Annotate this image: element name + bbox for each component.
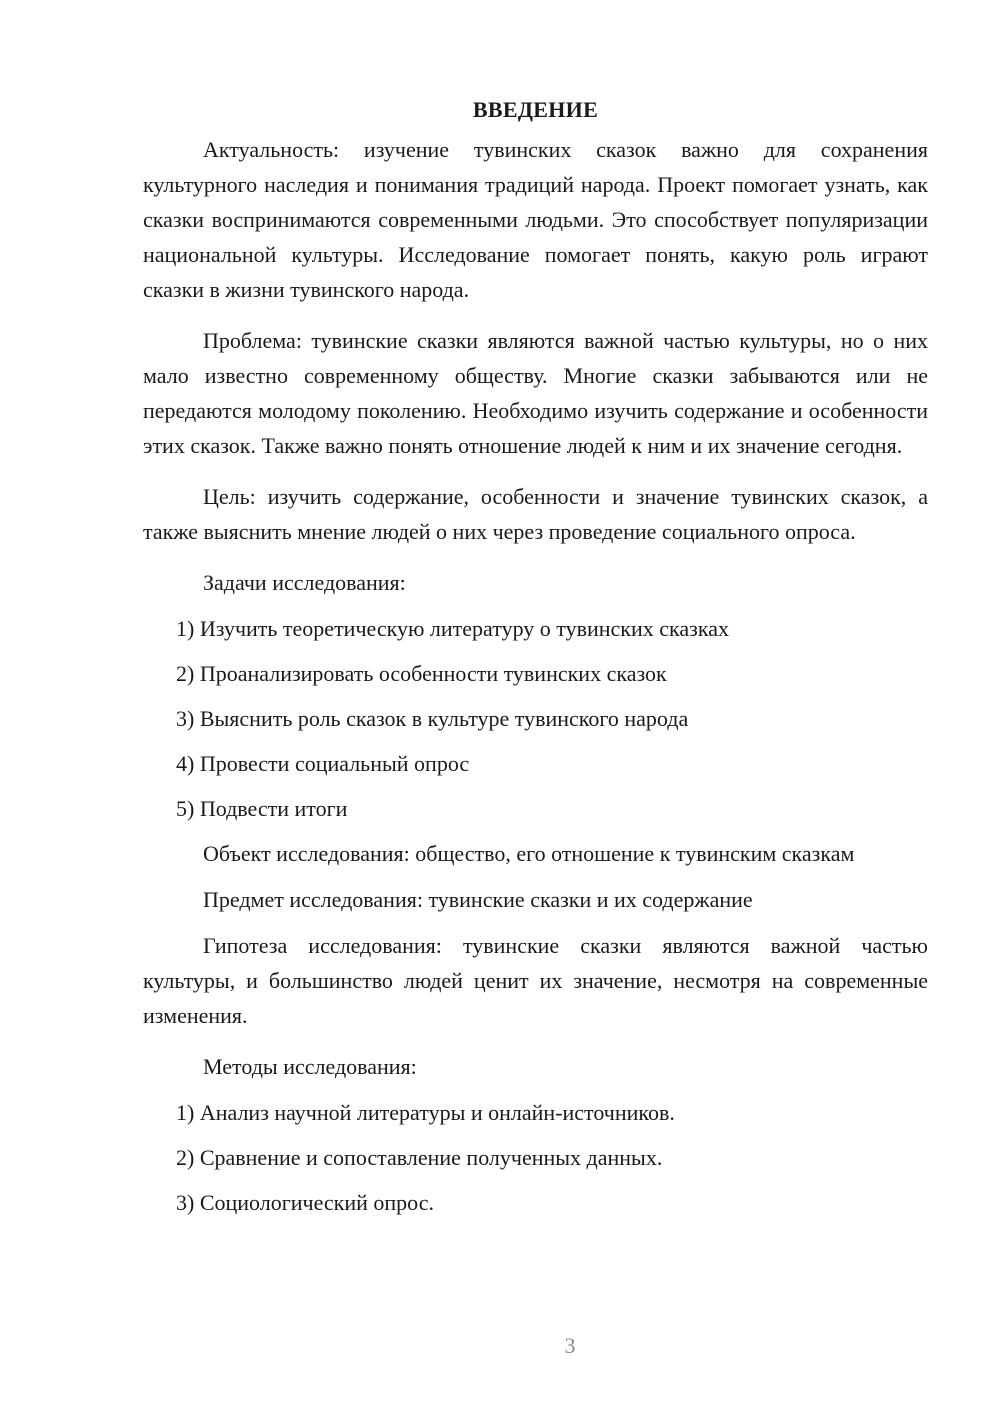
method-item-3: 3) Социологический опрос. (176, 1190, 434, 1215)
tasks-list (143, 611, 928, 826)
subject-paragraph: Предмет исследования: тувинские сказки и их содержание (203, 887, 753, 912)
hypothesis-paragraph: Гипотеза исследования: тувинские сказки являются важной частью культуры, и большинство людей ценит их значение, несмотря на современные изменения. (143, 933, 928, 1028)
task-item-2: 2) Проанализировать особенности тувинских сказок (176, 661, 667, 686)
task-item-5: 5) Подвести итоги (176, 796, 348, 821)
task-item-3: 3) Выяснить роль сказок в культуре тувинского народа (176, 706, 689, 731)
object-paragraph: Объект исследования: общество, его отношение к тувинским сказкам (203, 841, 855, 866)
page-content (143, 92, 928, 1230)
task-item-4: 4) Провести социальный опрос (176, 751, 470, 776)
relevance-paragraph: Актуальность: изучение тувинских сказок важно для сохранения культурного наследия и понимания традиций народа. Проект помогает узнать, как сказки воспринимаются современными людьми. Это способствует популяризации национальной культуры. Исследование помогает понять, какую роль играют сказки в жизни тувинского народа. (143, 137, 928, 302)
section-title: ВВЕДЕНИЕ (472, 97, 599, 122)
goal-paragraph: Цель: изучить содержание, особенности и значение тувинских сказок, а также выяснить мнение людей о них через проведение социального опроса. (143, 484, 928, 544)
problem-paragraph: Проблема: тувинские сказки являются важной частью культуры, но о них мало известно современному обществу. Многие сказки забываются или не передаются молодому поколению. Необходимо изучить содержание и особенности этих сказок. Также важно понять отношение людей к ним и их значение сегодня. (143, 328, 928, 458)
task-item-1: 1) Изучить теоретическую литературу о тувинских сказках (176, 616, 729, 641)
tasks-heading: Задачи исследования: (203, 570, 406, 595)
methods-heading: Методы исследования: (203, 1054, 417, 1079)
methods-list (143, 1095, 928, 1220)
method-item-2: 2) Сравнение и сопоставление полученных данных. (176, 1145, 663, 1170)
page-number: 3 (564, 1333, 576, 1358)
method-item-1: 1) Анализ научной литературы и онлайн-источников. (176, 1100, 675, 1125)
